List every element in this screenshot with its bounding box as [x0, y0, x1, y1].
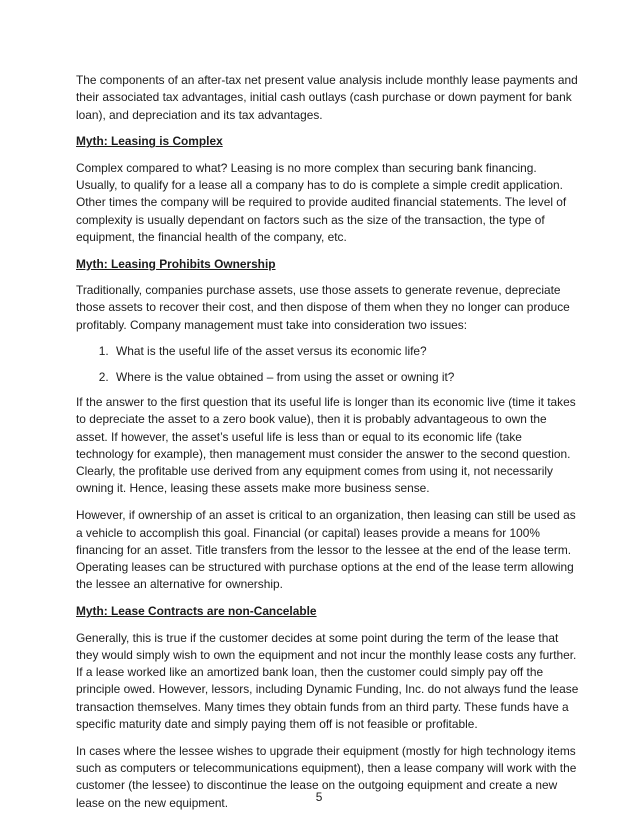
list-item: 2. Where is the value obtained – from using the asset or owning it? [112, 369, 580, 386]
list-item: 1. What is the useful life of the asset versus its economic life? [112, 343, 580, 360]
section-paragraph: However, if ownership of an asset is critical to an organization, then leasing can still be used as a vehicle to accomplish this goal. Financial (or capital) leases provide a means for 100% financing for an asset. Title transfers from the lessor to the lessee at the end of the lease term. Operating leases can be structured with purchase options at the end of the lease term allowing the lessee an alternative for ownership. [76, 508, 576, 592]
intro-paragraph: The components of an after-tax net present value analysis include monthly lease payments and their associated tax advantages, initial cash outlays (cash purchase or down payment for bank loan), and depreciation and its tax advantages. [76, 73, 578, 122]
section-heading-ownership: Myth: Leasing Prohibits Ownership [76, 256, 276, 271]
section-heading-complex: Myth: Leasing is Complex [76, 134, 223, 149]
section-paragraph: In cases where the lessee wishes to upgrade their equipment (mostly for high technology items such as computers or telecommunications equipment), then a lease company will work with the customer (the lessee) to discontinue the lease on the outgoing equipment and create a new lease on the new equipment. [76, 743, 577, 810]
section-paragraph: Complex compared to what? Leasing is no more complex than securing bank financing. Usually, to qualify for a lease all a company has to do is complete a simple credit application. Other times the company will be required to provide audited financial statements. The level of complexity is usually dependant on factors such as the size of the transaction, the type of equipment, the financial health of the company, etc. [76, 160, 567, 244]
section-paragraph: Generally, this is true if the customer decides at some point during the term of the lease that they would simply wish to own the equipment and not incur the monthly lease costs any further. If a lease worked like an amortized bank loan, then the customer could simply pay off the principle owed. However, lessors, including Dynamic Funding, Inc. do not always fund the lease transaction themselves. Many times they obtain funds from an third party. These funds have a specific maturity date and simply paying them off is not feasible or profitable. [76, 630, 579, 731]
numbered-list [76, 343, 580, 386]
section-heading-cancelable: Myth: Lease Contracts are non-Cancelable [76, 604, 317, 619]
page-number: 5 [315, 790, 323, 804]
section-paragraph: Traditionally, companies purchase assets, use those assets to generate revenue, depreciate those assets to recover their cost, and then dispose of them when they no longer can produce profitably. Company management must take into consideration two issues: [76, 282, 570, 332]
section-paragraph: If the answer to the first question that its useful life is longer than its economic live (time it takes to depreciate the asset to a zero book value), then it is probably advantageous to own the asset. If however, the asset’s useful life is less than or equal to its economic life (take technology for example), then management must consider the answer to the second question. Clearly, the profitable use derived from any equipment comes from using it, not necessarily owning it. Hence, leasing these assets make more business sense. [76, 394, 576, 496]
